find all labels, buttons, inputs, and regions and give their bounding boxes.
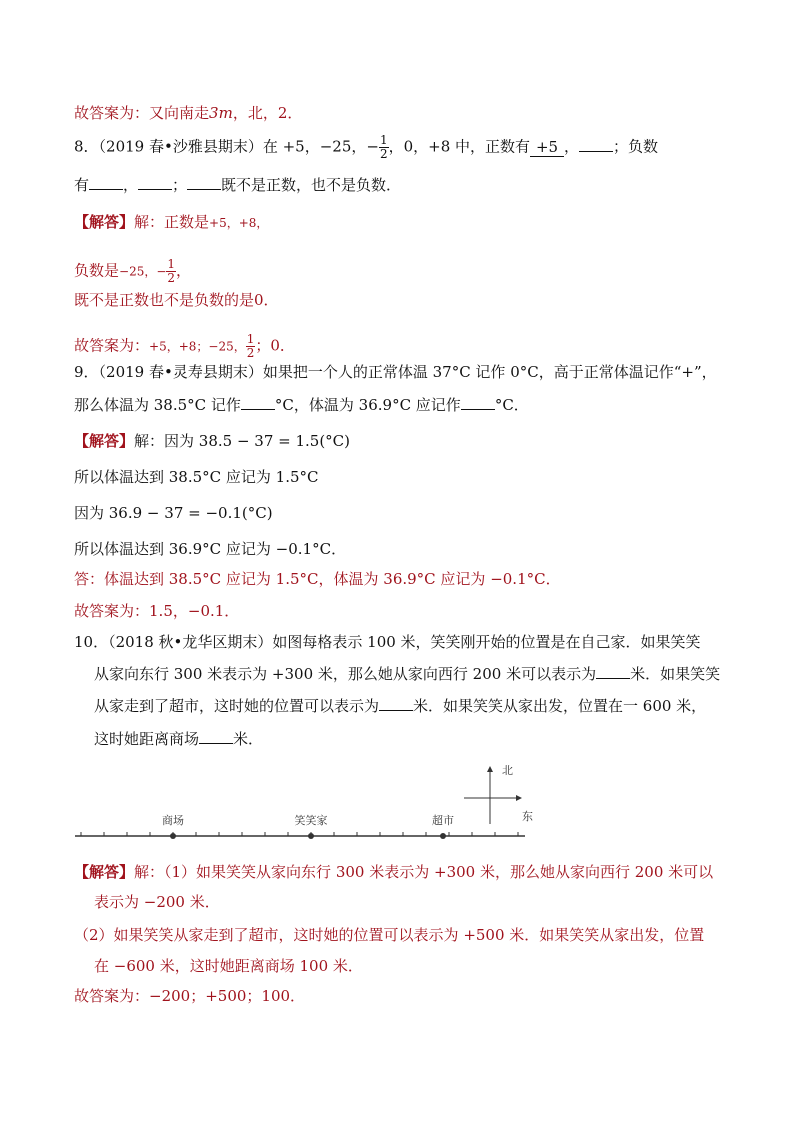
east-arrow: [516, 795, 522, 801]
fraction: $\frac{1}{2}$: [379, 133, 388, 161]
q9-solution-line1: 【解答】解：因为 38.5 − 37 = 1.5(°C): [74, 432, 351, 450]
blank: [89, 189, 123, 190]
blank: +5: [530, 138, 564, 157]
q10-stem-line3: 从家走到了超市，这时她的位置可以表示为 米．如果笑笑从家出发，位置在一 600 米，: [94, 697, 707, 715]
q10-solution-line1: 【解答】解：（1）如果笑笑从家向东行 300 米表示为 +300 米，那么她从家向西行 200 米可以: [74, 863, 714, 881]
home-label: 笑笑家: [294, 814, 328, 827]
home-point: [308, 833, 314, 839]
blank: [199, 743, 233, 744]
mall-label: 商场: [162, 814, 184, 827]
q8-solution-line2: 负数是−25，− $\frac{1}{2}$ ，: [74, 257, 192, 285]
q8-solution-line3: 既不是正数也不是负数的是0．: [74, 291, 279, 309]
q10-solution-line2: 表示为 −200 米．: [94, 893, 220, 911]
q10-solution-line4: 在 −600 米，这时她距离商场 100 米．: [94, 957, 363, 975]
number-line-figure: [70, 758, 550, 848]
q10-stem-line1: 10．（2018 秋•龙华区期末）如图每格表示 100 米，笑笑刚开始的位置是在自己家．如果笑笑: [74, 633, 701, 651]
solution-tag: 【解答】: [74, 213, 135, 231]
mall-point: [170, 833, 176, 839]
blank: [461, 409, 495, 410]
blank: [138, 189, 172, 190]
q8-stem-line1: 8．（2019 春•沙雅县期末）在 +5，−25，− $\frac{1}{2}$ ，0，+8 中，正数有 +5 ， ；负数: [74, 133, 659, 161]
q10-answer-line: 故答案为：−200；+500；100．: [74, 987, 306, 1005]
q9-stem-line1: 9．（2019 春•灵寿县期末）如果把一个人的正常体温 37°C 记作 0°C，高于正常体温记作“+”，: [74, 363, 717, 381]
blank: [379, 710, 413, 711]
q10-stem-line2: 从家向东行 300 米表示为 +300 米，那么她从家向西行 200 米可以表示为 米．如果笑笑: [94, 665, 721, 683]
q9-solution-line5: 答：体温达到 38.5°C 应记为 1.5°C，体温为 36.9°C 应记为 −0.1°C．: [74, 570, 561, 588]
market-point: [440, 833, 446, 839]
blank: [187, 189, 221, 190]
q9-solution-line2: 所以体温达到 38.5°C 应记为 1.5°C: [74, 468, 319, 486]
q10-stem-line4: 这时她距离商场 米．: [94, 730, 264, 748]
market-label: 超市: [432, 814, 454, 827]
q9-stem-line2: 那么体温为 38.5°C 记作 °C，体温为 36.9°C 应记作 °C．: [74, 396, 529, 414]
blank: [579, 151, 613, 152]
north-label: 北: [502, 764, 513, 777]
solution-tag: 【解答】: [74, 863, 135, 881]
blank: [596, 678, 630, 679]
q8-stem-line2: 有 ， ； 既不是正数，也不是负数．: [74, 176, 402, 194]
q8-solution-line1: 【解答】解：正数是+5，+8，: [74, 213, 269, 231]
east-label: 东: [522, 810, 533, 823]
q10-solution-line3: （2）如果笑笑从家走到了超市，这时她的位置可以表示为 +500 米．如果笑笑从家出发，位置: [74, 926, 705, 944]
q9-solution-line3: 因为 36.9 − 37 = −0.1(°C): [74, 504, 273, 522]
fraction: $\frac{1}{2}$: [167, 257, 176, 285]
q8-answer-line: 故答案为：+5，+8；−25， $\frac{1}{2}$ ；0．: [74, 332, 295, 360]
answer-prefix: 故答案为：: [74, 104, 150, 122]
north-arrow: [487, 766, 493, 772]
solution-tag: 【解答】: [74, 432, 135, 450]
q9-answer-line: 故答案为：1.5，−0.1．: [74, 602, 240, 620]
fraction: $\frac{1}{2}$: [246, 332, 255, 360]
q9-solution-line4: 所以体温达到 36.9°C 应记为 −0.1°C．: [74, 540, 347, 558]
prev-answer-line: 故答案为：又向南走3m，北，2．: [74, 104, 303, 122]
blank: [241, 409, 275, 410]
